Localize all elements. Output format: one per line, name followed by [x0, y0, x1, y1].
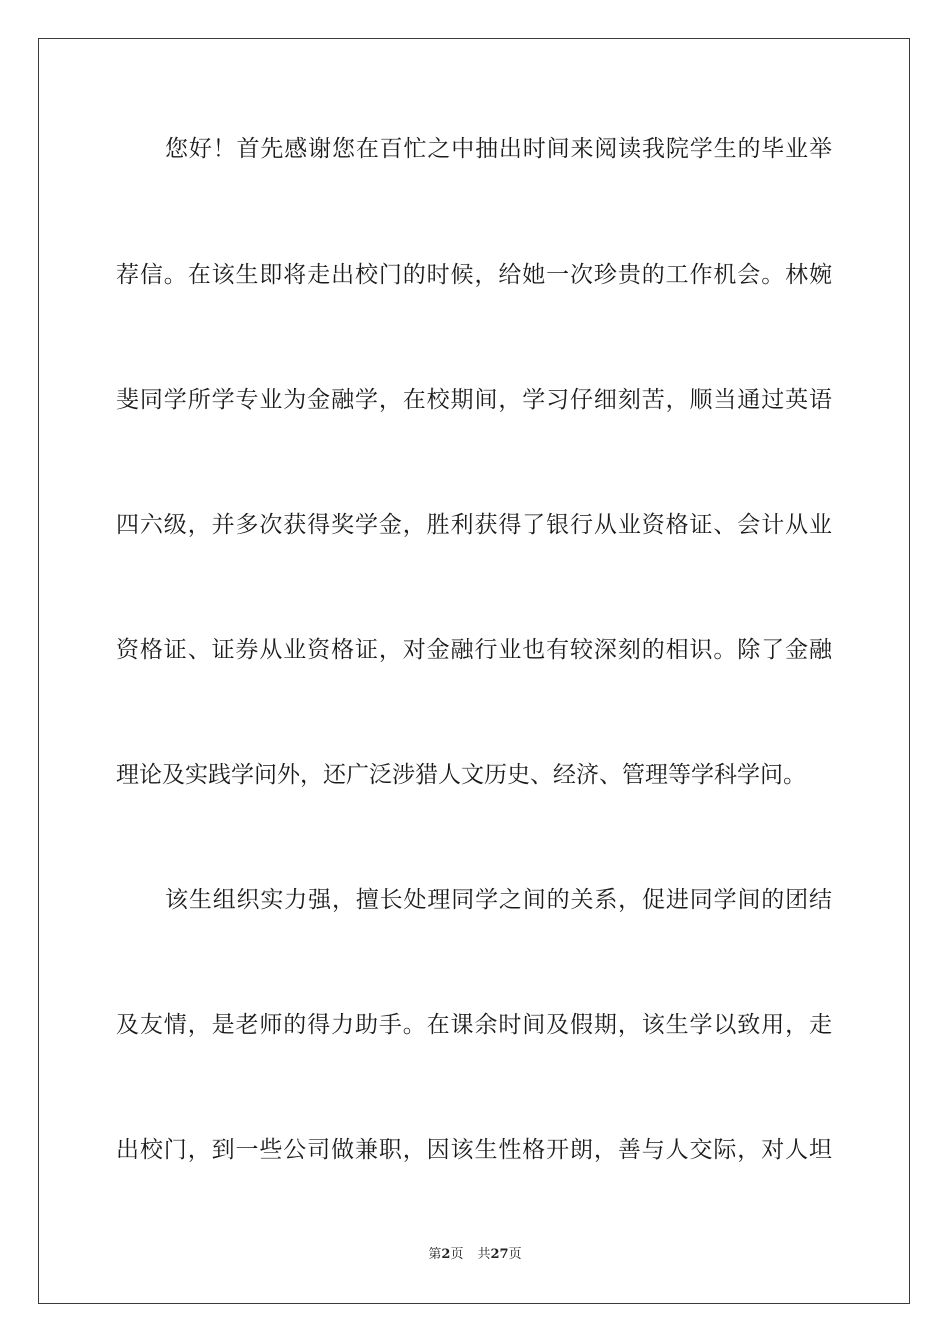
text-line: 出校门，到一些公司做兼职，因该生性格开朗，善与人交际，对人坦 — [116, 1137, 832, 1163]
text-line: 您好！首先感谢您在百忙之中抽出时间来阅读我院学生的毕业举 — [165, 136, 832, 162]
page-prefix: 第 — [428, 1247, 442, 1262]
page-frame — [38, 38, 910, 1304]
text-line: 四六级，并多次获得奖学金，胜利获得了银行从业资格证、会计从业 — [116, 512, 832, 538]
text-line: 荐信。在该生即将走出校门的时候，给她一次珍贵的工作机会。林婉 — [116, 262, 832, 288]
total-prefix: 共 — [477, 1247, 491, 1262]
text-line: 斐同学所学专业为金融学，在校期间，学习仔细刻苦，顺当通过英语 — [116, 387, 832, 413]
text-line: 理论及实践学问外，还广泛涉猎人文历史、经济、管理等学科学问。 — [116, 762, 806, 788]
text-line: 及友情，是老师的得力助手。在课余时间及假期，该生学以致用，走 — [116, 1012, 832, 1038]
text-line: 该生组织实力强，擅长处理同学之间的关系，促进同学间的团结 — [165, 887, 832, 913]
total-suffix: 页 — [508, 1247, 522, 1262]
page-number: 2 — [441, 1247, 451, 1262]
page-suffix: 页 — [450, 1247, 464, 1262]
text-line: 资格证、证券从业资格证，对金融行业也有较深刻的相识。除了金融 — [116, 637, 832, 663]
total-pages: 27 — [490, 1247, 509, 1262]
page-footer — [0, 1245, 950, 1265]
